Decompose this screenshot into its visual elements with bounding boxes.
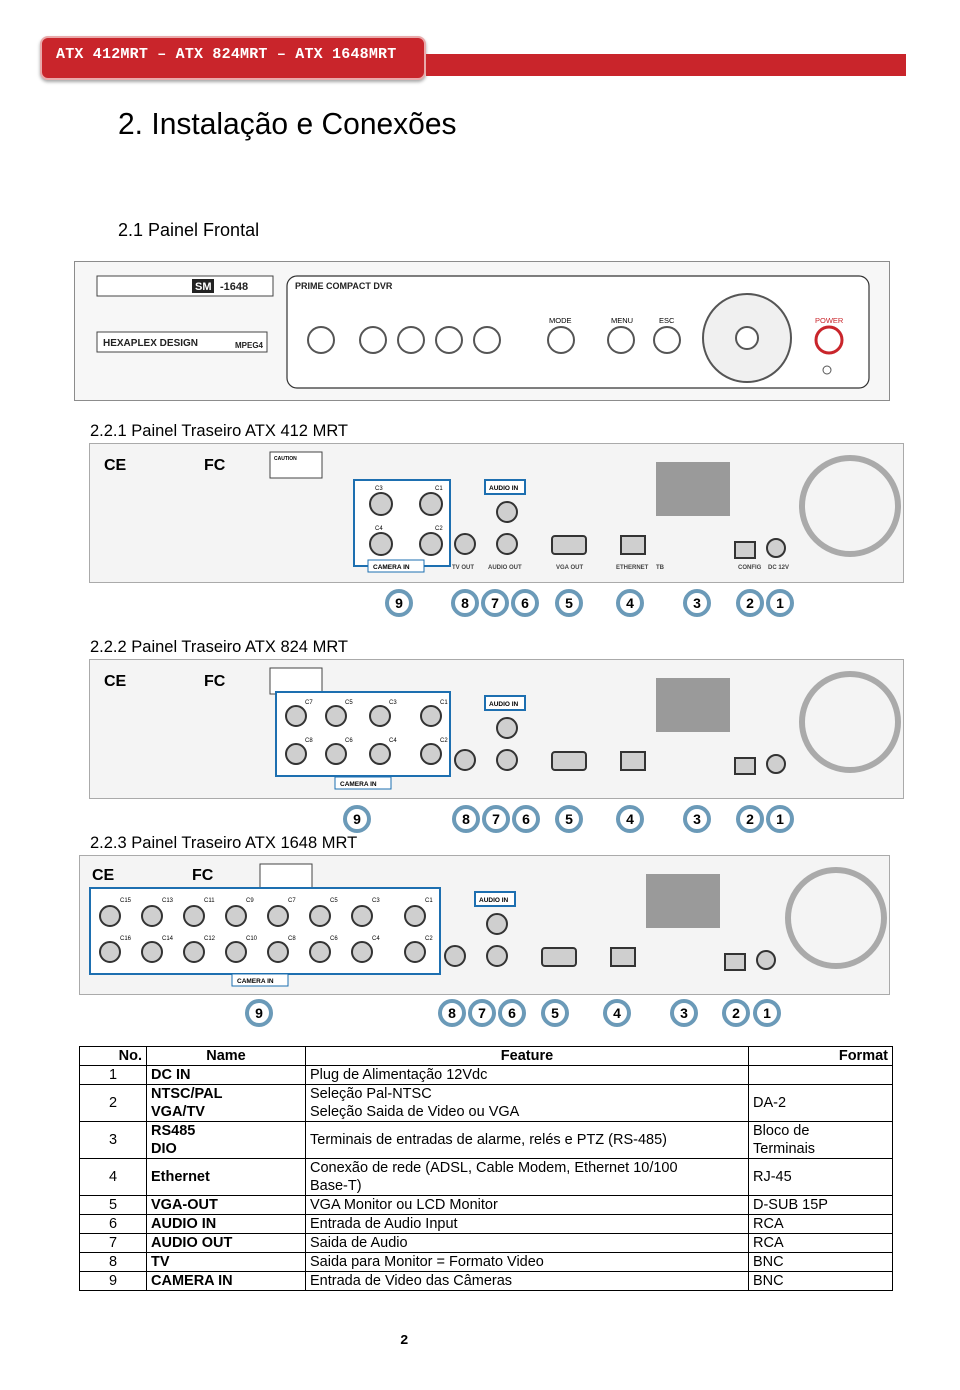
product-label: PRIME COMPACT DVR [295,281,393,291]
svg-text:2: 2 [746,595,754,611]
table-row [80,1159,893,1196]
svg-text:5: 5 [565,811,573,827]
dc12v-label: DC 12V [768,565,790,571]
row-no: 6 [80,1215,147,1234]
ch-c13: C13 [162,898,174,904]
row-feature-line2: Seleção Saida de Video ou VGA [310,1104,520,1120]
power-label: POWER [815,316,844,325]
row-feature: Terminais de entradas de alarme, relés e PTZ (RS-485) [306,1122,749,1159]
table-row [80,1253,893,1272]
row-feature-line1: Conexão de rede (ADSL, Cable Modem, Ethernet 10/100 [310,1160,678,1176]
ch-c15: C15 [120,898,132,904]
row-feature [306,1085,749,1122]
ch-c12: C12 [204,936,216,942]
row-feature: Entrada de Audio Input [306,1215,749,1234]
section-title: 2. Instalação e Conexões [118,107,457,142]
ch-c3: C3 [375,486,383,492]
fc-mark: FC [204,457,226,474]
ce-mark: CE [104,673,127,690]
ch-c8: C8 [305,738,313,744]
svg-text:4: 4 [626,595,634,611]
row-format: BNC [749,1253,893,1272]
vga-out-label: VGA OUT [556,565,584,571]
row-format: RCA [749,1234,893,1253]
svg-text:6: 6 [508,1005,516,1021]
row-no: 5 [80,1196,147,1215]
row-feature-line1: Seleção Pal-NTSC [310,1086,432,1102]
menu-label: MENU [611,316,634,325]
row-no: 7 [80,1234,147,1253]
ch-c4: C4 [375,526,383,532]
col-format: Format [749,1047,893,1066]
fc-mark: FC [204,673,226,690]
svg-text:8: 8 [461,595,469,611]
rear412-title: 2.2.1 Painel Traseiro ATX 412 MRT [90,422,349,440]
row-name: Ethernet [147,1159,306,1196]
rear824-title: 2.2.2 Painel Traseiro ATX 824 MRT [90,638,349,656]
camera-in-label: CAMERA IN [373,564,410,571]
ce-mark: CE [92,867,115,884]
row-name: VGA-OUT [147,1196,306,1215]
svg-text:7: 7 [492,811,500,827]
col-feature: Feature [306,1047,749,1066]
ch-c6: C6 [330,936,338,942]
svg-text:1: 1 [776,811,784,827]
rear412-callouts [380,586,800,620]
ch-c4: C4 [372,936,380,942]
audio-out-label: AUDIO OUT [488,565,522,571]
rear1648-title: 2.2.3 Painel Traseiro ATX 1648 MRT [90,834,358,852]
ch-c11: C11 [204,898,215,904]
table-row [80,1196,893,1215]
connections-table [79,1046,893,1291]
ch-c4: C4 [389,738,397,744]
row-no: 1 [80,1066,147,1085]
ch-c16: C16 [120,936,132,942]
table-row [80,1066,893,1085]
row-feature-line2: Base-T) [310,1178,362,1194]
brand-label: HEXAPLEX DESIGN [103,338,199,349]
audio-in-label: AUDIO IN [489,485,519,492]
audio-in-label: AUDIO IN [479,897,509,904]
row-feature: Entrada de Video das Câmeras [306,1272,749,1291]
row-name-line2: DIO [151,1141,177,1157]
svg-text:1: 1 [776,595,784,611]
table-header-row [80,1047,893,1066]
row-name: AUDIO OUT [147,1234,306,1253]
table-row [80,1272,893,1291]
model-badge: SM [195,281,212,293]
row-feature: Plug de Alimentação 12Vdc [306,1066,749,1085]
rear1648-panel-image [79,855,890,995]
front-playback-buttons [308,327,680,353]
table-row [80,1234,893,1253]
row-feature: Saida de Audio [306,1234,749,1253]
ch-c3: C3 [372,898,380,904]
ch-c6: C6 [345,738,353,744]
caution-label: CAUTION [274,456,297,462]
ch-c1: C1 [440,700,448,706]
ch-c9: C9 [246,898,254,904]
page-number: 2 [400,1333,409,1349]
row-name: CAMERA IN [147,1272,306,1291]
ethernet-label: ETHERNET [616,565,649,571]
row-no: 9 [80,1272,147,1291]
rear412-vents [656,462,730,516]
ce-mark: CE [104,457,127,474]
row-format: RJ-45 [749,1159,893,1196]
svg-text:8: 8 [448,1005,456,1021]
row-name: AUDIO IN [147,1215,306,1234]
row-name-line2: VGA/TV [151,1104,205,1120]
ch-c2: C2 [425,936,433,942]
rear412-panel-image [89,443,904,583]
ch-c3: C3 [389,700,397,706]
row-no: 2 [80,1085,147,1122]
col-no: No. [80,1047,147,1066]
header-model-label: ATX 412MRT – ATX 824MRT – ATX 1648MRT [56,46,397,63]
svg-text:6: 6 [521,595,529,611]
config-label: CONFIG [738,565,762,571]
model-suffix: -1648 [220,281,249,293]
svg-text:4: 4 [626,811,634,827]
row-feature: VGA Monitor ou LCD Monitor [306,1196,749,1215]
svg-text:7: 7 [478,1005,486,1021]
ch-c8: C8 [288,936,296,942]
row-format: BNC [749,1272,893,1291]
row-name [147,1122,306,1159]
header-tab [40,36,426,80]
row-name-line1: RS485 [151,1123,196,1139]
esc-label: ESC [659,316,675,325]
ch-c7: C7 [305,700,313,706]
table-row [80,1122,893,1159]
row-name: TV [147,1253,306,1272]
svg-text:7: 7 [491,595,499,611]
svg-text:9: 9 [353,811,361,827]
row-format [749,1122,893,1159]
ch-c5: C5 [345,700,353,706]
svg-text:2: 2 [746,811,754,827]
ch-c7: C7 [288,898,296,904]
svg-text:3: 3 [693,811,701,827]
camera-in-label: CAMERA IN [340,781,377,788]
row-name [147,1085,306,1122]
row-format [749,1066,893,1085]
svg-text:9: 9 [395,595,403,611]
col-name: Name [147,1047,306,1066]
row-format-line2: Terminais [753,1141,816,1157]
rear412-svg [90,444,903,582]
tb-label: TB [656,565,664,571]
svg-text:1: 1 [763,1005,771,1021]
ch-c1: C1 [435,486,443,492]
svg-text:3: 3 [693,595,701,611]
row-format: RCA [749,1215,893,1234]
row-format-line1: Bloco de [753,1123,810,1139]
svg-text:6: 6 [522,811,530,827]
svg-text:3: 3 [680,1005,688,1021]
row-feature: Saida para Monitor = Formato Video [306,1253,749,1272]
svg-text:2: 2 [732,1005,740,1021]
audio-in-label: AUDIO IN [489,701,519,708]
rear824-panel-image [89,659,904,799]
ch-c1: C1 [425,898,433,904]
rear824-callouts [340,802,800,836]
mode-label: MODE [549,316,572,325]
table-row [80,1085,893,1122]
front-panel-image [74,261,890,401]
row-no: 4 [80,1159,147,1196]
svg-text:5: 5 [565,595,573,611]
power-button [816,327,842,353]
svg-text:9: 9 [255,1005,263,1021]
ch-c2: C2 [435,526,443,532]
front-panel-title: 2.1 Painel Frontal [118,220,260,240]
svg-text:8: 8 [462,811,470,827]
row-format: DA-2 [749,1085,893,1122]
rear1648-callouts [240,996,800,1030]
svg-text:5: 5 [551,1005,559,1021]
ch-c14: C14 [162,936,174,942]
row-name: DC IN [147,1066,306,1085]
codec-label: MPEG4 [235,341,264,350]
header-bar [426,54,906,76]
row-feature [306,1159,749,1196]
ch-c10: C10 [246,936,258,942]
row-name-line1: NTSC/PAL [151,1086,223,1102]
table-row [80,1215,893,1234]
fc-mark: FC [192,867,214,884]
svg-text:4: 4 [613,1005,621,1021]
row-format: D-SUB 15P [749,1196,893,1215]
camera-in-label: CAMERA IN [237,978,274,985]
row-no: 3 [80,1122,147,1159]
ch-c2: C2 [440,738,448,744]
row-no: 8 [80,1253,147,1272]
tv-out-label: TV OUT [452,565,474,571]
ch-c5: C5 [330,898,338,904]
